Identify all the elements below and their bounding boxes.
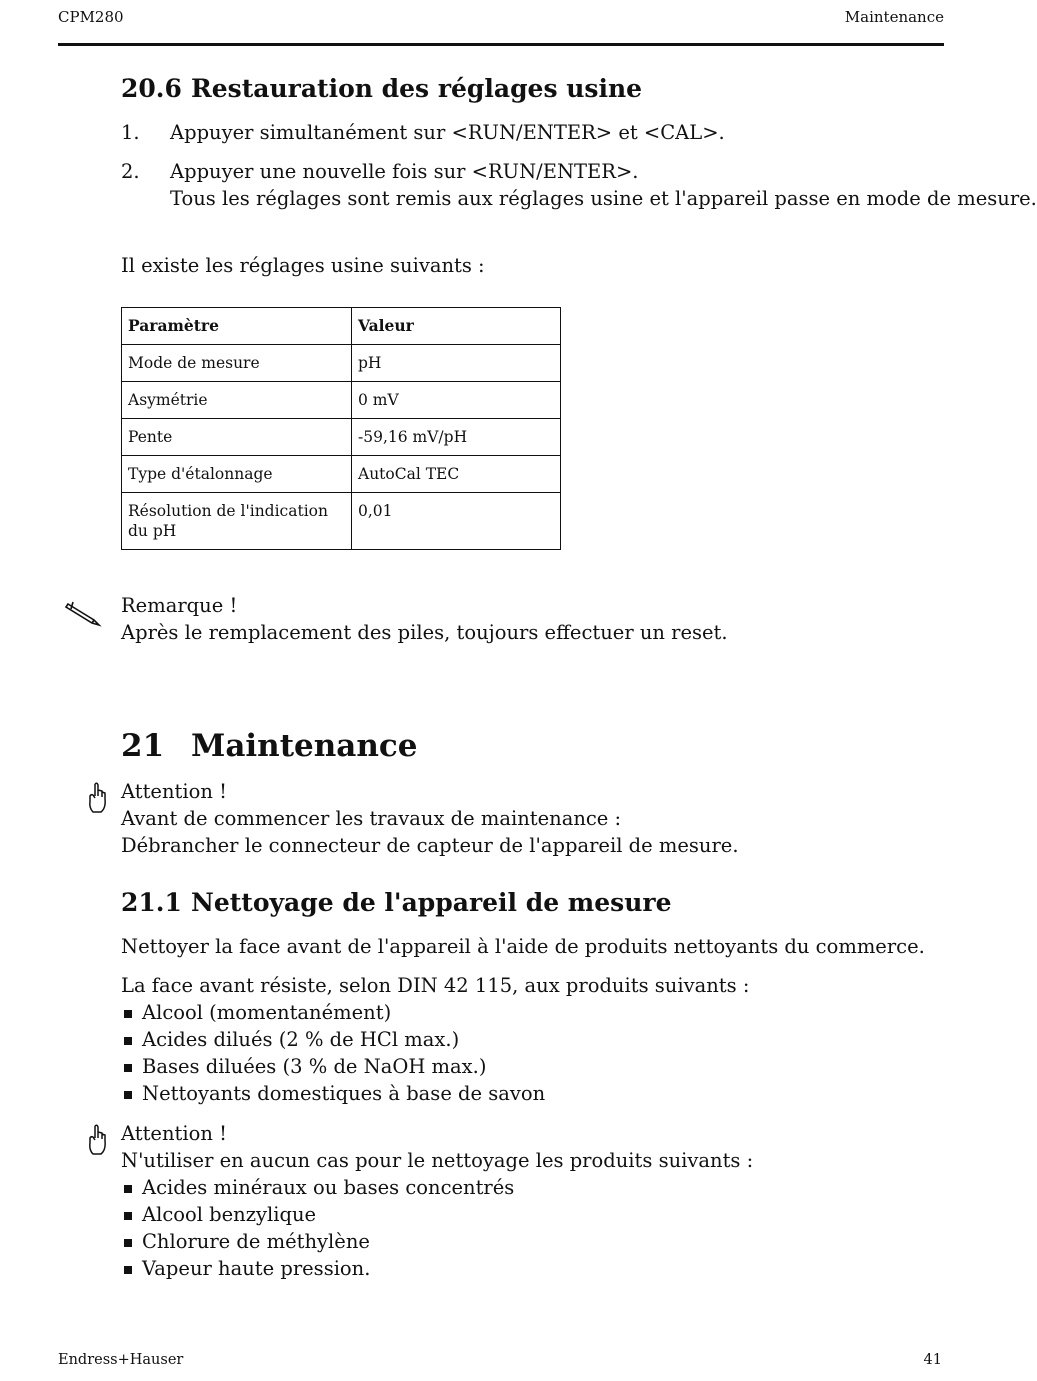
table-row: [122, 419, 561, 456]
section-21-heading: [121, 728, 418, 764]
step-item: [121, 158, 1037, 212]
list-item: Acides minéraux ou bases concentrés: [121, 1174, 753, 1201]
pencil-icon: [64, 598, 104, 628]
section-21-1-heading: [121, 888, 672, 917]
footer-brand: Endress+Hauser: [58, 1352, 184, 1368]
table-row: [122, 382, 561, 419]
table-header: Valeur: [352, 308, 561, 345]
step-text: Appuyer simultanément sur <RUN/ENTER> et <CAL>.: [170, 121, 725, 144]
section-number: 20.6: [121, 74, 182, 103]
step-number: 2.: [121, 160, 140, 183]
section-20-6-heading: [121, 74, 642, 103]
table-cell: AutoCal TEC: [352, 456, 561, 493]
attention-title: Attention !: [121, 780, 227, 803]
step-item: [121, 119, 1037, 146]
table-header: Paramètre: [122, 308, 352, 345]
reset-steps: [121, 119, 1037, 224]
table-header-row: [122, 308, 561, 345]
attention-text: Débrancher le connecteur de capteur de l'appareil de mesure.: [121, 834, 739, 857]
step-number: 1.: [121, 121, 140, 144]
attention-text: N'utiliser en aucun cas pour le nettoyage les produits suivants :: [121, 1149, 754, 1172]
note-title: Remarque !: [121, 594, 238, 617]
attention-text: Avant de commencer les travaux de maintenance :: [121, 807, 622, 830]
factory-settings-table: [121, 307, 561, 550]
table-cell: Résolution de l'indication du pH: [122, 493, 352, 550]
resistance-intro: La face avant résiste, selon DIN 42 115, aux produits suivants :: [121, 974, 750, 997]
pointing-hand-icon: [86, 782, 110, 816]
factory-settings-intro: Il existe les réglages usine suivants :: [121, 254, 485, 277]
attention-title: Attention !: [121, 1122, 227, 1145]
section-title: Maintenance: [191, 728, 418, 764]
step-text: Appuyer une nouvelle fois sur <RUN/ENTER>.: [170, 160, 639, 183]
cleaning-attention-block: [121, 1120, 753, 1282]
section-number: 21: [121, 728, 165, 764]
forbidden-products-list: [121, 1174, 753, 1282]
table-row: [122, 493, 561, 550]
table-cell: 0 mV: [352, 382, 561, 419]
list-item: Chlorure de méthylène: [121, 1228, 753, 1255]
note-text: Après le remplacement des piles, toujours effectuer un reset.: [121, 621, 728, 644]
table-cell: 0,01: [352, 493, 561, 550]
pointing-hand-icon: [86, 1124, 110, 1158]
page-number: 41: [923, 1352, 942, 1368]
list-item: Nettoyants domestiques à base de savon: [121, 1080, 749, 1107]
list-item: Bases diluées (3 % de NaOH max.): [121, 1053, 749, 1080]
table-cell: pH: [352, 345, 561, 382]
header-chapter: Maintenance: [844, 8, 944, 26]
section-title: Restauration des réglages usine: [191, 74, 643, 103]
table-cell: Pente: [122, 419, 352, 456]
header-divider: [58, 43, 944, 46]
table-row: [122, 345, 561, 382]
list-item: Alcool (momentanément): [121, 999, 749, 1026]
cleaning-paragraph: Nettoyer la face avant de l'appareil à l'aide de produits nettoyants du commerce.: [121, 935, 925, 958]
list-item: Acides dilués (2 % de HCl max.): [121, 1026, 749, 1053]
table-cell: -59,16 mV/pH: [352, 419, 561, 456]
section-title: Nettoyage de l'appareil de mesure: [191, 888, 672, 917]
list-item: Vapeur haute pression.: [121, 1255, 753, 1282]
table-cell: Type d'étalonnage: [122, 456, 352, 493]
header-product: CPM280: [58, 8, 124, 26]
table-row: [122, 456, 561, 493]
step-text-continued: Tous les réglages sont remis aux réglages usine et l'appareil passe en mode de mesure.: [170, 187, 1037, 210]
list-item: Alcool benzylique: [121, 1201, 753, 1228]
note-block: [121, 592, 728, 646]
table-cell: Asymétrie: [122, 382, 352, 419]
table-cell: Mode de mesure: [122, 345, 352, 382]
section-number: 21.1: [121, 888, 182, 917]
resistant-products-list: [121, 999, 749, 1107]
attention-block: [121, 778, 739, 859]
resistance-block: [121, 972, 749, 1107]
